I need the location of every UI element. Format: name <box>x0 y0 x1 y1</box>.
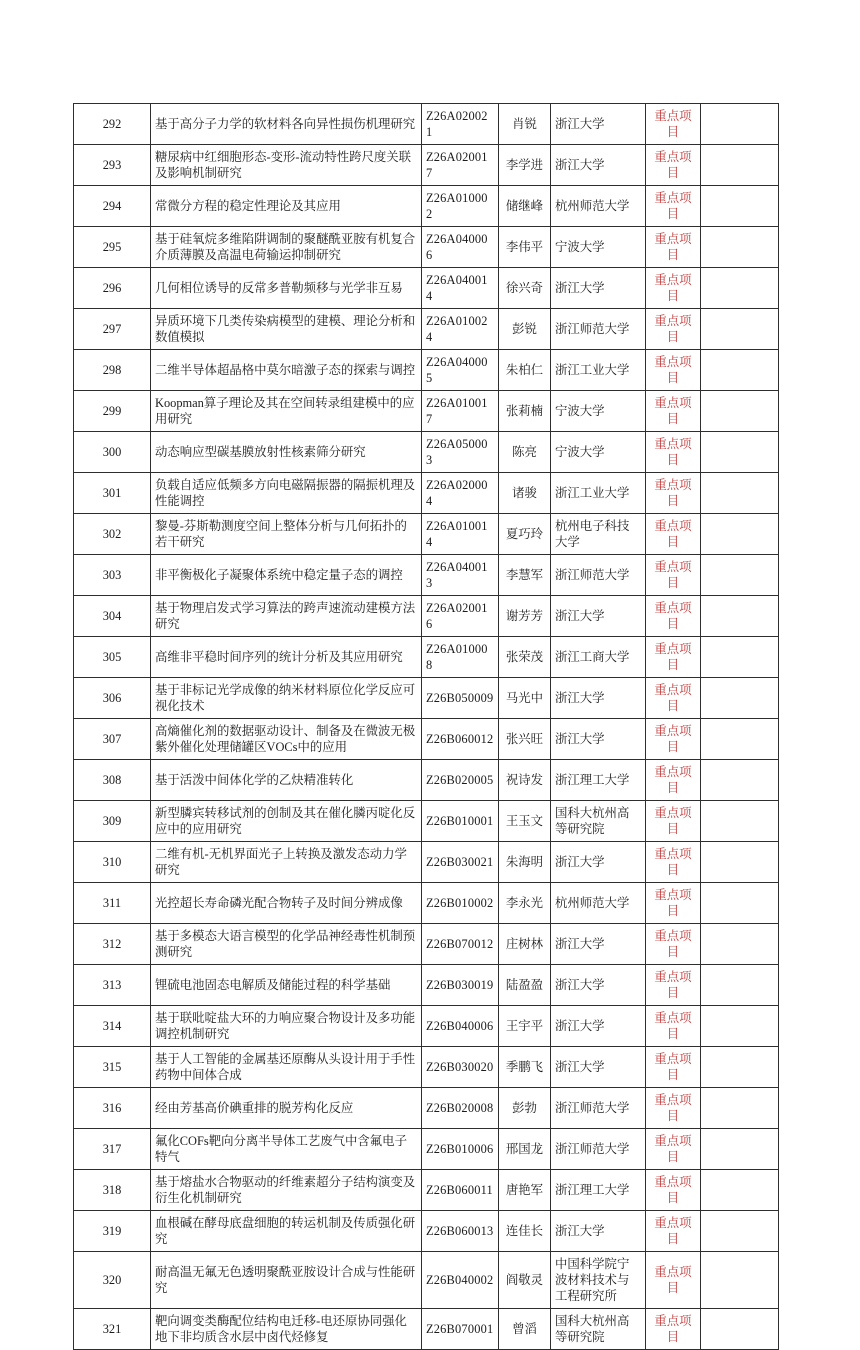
leader-name: 李学进 <box>499 145 551 186</box>
project-title: 锂硫电池固态电解质及储能过程的科学基础 <box>151 965 422 1006</box>
empty-cell <box>701 1006 779 1047</box>
project-title: 基于联吡啶盐大环的力响应聚合物设计及多功能调控机制研究 <box>151 1006 422 1047</box>
empty-cell <box>701 1088 779 1129</box>
project-code: Z26B040006 <box>422 1006 499 1047</box>
row-number: 312 <box>74 924 151 965</box>
empty-cell <box>701 678 779 719</box>
row-number: 300 <box>74 432 151 473</box>
project-code: Z26A010008 <box>422 637 499 678</box>
institution: 浙江师范大学 <box>551 309 646 350</box>
institution: 浙江大学 <box>551 1006 646 1047</box>
empty-cell <box>701 965 779 1006</box>
project-type-badge: 重点项目 <box>646 514 701 555</box>
project-code: Z26A010014 <box>422 514 499 555</box>
table-row <box>74 1088 779 1129</box>
empty-cell <box>701 514 779 555</box>
project-code: Z26B050009 <box>422 678 499 719</box>
empty-cell <box>701 555 779 596</box>
project-type-badge: 重点项目 <box>646 104 701 145</box>
project-code: Z26A020017 <box>422 145 499 186</box>
project-title: 氟化COFs靶向分离半导体工艺废气中含氟电子特气 <box>151 1129 422 1170</box>
leader-name: 陆盈盈 <box>499 965 551 1006</box>
project-title: 二维有机-无机界面光子上转换及激发态动力学研究 <box>151 842 422 883</box>
project-table-body <box>74 104 779 1350</box>
empty-cell <box>701 309 779 350</box>
project-table <box>73 103 779 1350</box>
row-number: 310 <box>74 842 151 883</box>
table-row <box>74 1006 779 1047</box>
empty-cell <box>701 719 779 760</box>
project-type-badge: 重点项目 <box>646 924 701 965</box>
project-type-badge: 重点项目 <box>646 1006 701 1047</box>
table-row <box>74 801 779 842</box>
project-type-badge: 重点项目 <box>646 1170 701 1211</box>
leader-name: 邢国龙 <box>499 1129 551 1170</box>
project-type-badge: 重点项目 <box>646 965 701 1006</box>
empty-cell <box>701 1252 779 1309</box>
project-type-badge: 重点项目 <box>646 842 701 883</box>
project-type-badge: 重点项目 <box>646 145 701 186</box>
empty-cell <box>701 104 779 145</box>
project-code: Z26B060011 <box>422 1170 499 1211</box>
row-number: 304 <box>74 596 151 637</box>
institution: 浙江理工大学 <box>551 760 646 801</box>
institution: 浙江师范大学 <box>551 1129 646 1170</box>
project-type-badge: 重点项目 <box>646 268 701 309</box>
empty-cell <box>701 924 779 965</box>
project-title: 基于物理启发式学习算法的跨声速流动建模方法研究 <box>151 596 422 637</box>
leader-name: 诸骏 <box>499 473 551 514</box>
project-code: Z26B030020 <box>422 1047 499 1088</box>
project-title: 非平衡极化子凝聚体系统中稳定量子态的调控 <box>151 555 422 596</box>
project-title: 耐高温无氟无色透明聚酰亚胺设计合成与性能研究 <box>151 1252 422 1309</box>
project-title: 基于人工智能的金属基还原酶从头设计用于手性药物中间体合成 <box>151 1047 422 1088</box>
empty-cell <box>701 432 779 473</box>
empty-cell <box>701 1309 779 1350</box>
project-type-badge: 重点项目 <box>646 391 701 432</box>
row-number: 305 <box>74 637 151 678</box>
project-title: 高熵催化剂的数据驱动设计、制备及在微波无极紫外催化处理储罐区VOCs中的应用 <box>151 719 422 760</box>
leader-name: 谢芳芳 <box>499 596 551 637</box>
project-code: Z26B010006 <box>422 1129 499 1170</box>
table-row <box>74 473 779 514</box>
project-code: Z26A020004 <box>422 473 499 514</box>
leader-name: 王玉文 <box>499 801 551 842</box>
empty-cell <box>701 1170 779 1211</box>
table-row <box>74 555 779 596</box>
empty-cell <box>701 1047 779 1088</box>
table-row <box>74 924 779 965</box>
institution: 国科大杭州高等研究院 <box>551 801 646 842</box>
project-type-badge: 重点项目 <box>646 719 701 760</box>
leader-name: 陈亮 <box>499 432 551 473</box>
project-title: 经由芳基高价碘重排的脱芳构化反应 <box>151 1088 422 1129</box>
table-row <box>74 145 779 186</box>
project-code: Z26A020016 <box>422 596 499 637</box>
empty-cell <box>701 391 779 432</box>
project-title: 基于多模态大语言模型的化学品神经毒性机制预测研究 <box>151 924 422 965</box>
table-row <box>74 1252 779 1309</box>
leader-name: 张莉楠 <box>499 391 551 432</box>
row-number: 320 <box>74 1252 151 1309</box>
institution: 浙江大学 <box>551 596 646 637</box>
row-number: 297 <box>74 309 151 350</box>
row-number: 321 <box>74 1309 151 1350</box>
institution: 浙江大学 <box>551 678 646 719</box>
leader-name: 马光中 <box>499 678 551 719</box>
project-title: 基于非标记光学成像的纳米材料原位化学反应可视化技术 <box>151 678 422 719</box>
leader-name: 李伟平 <box>499 227 551 268</box>
table-row <box>74 391 779 432</box>
leader-name: 徐兴奇 <box>499 268 551 309</box>
row-number: 308 <box>74 760 151 801</box>
table-row <box>74 1309 779 1350</box>
leader-name: 朱海明 <box>499 842 551 883</box>
table-row <box>74 637 779 678</box>
leader-name: 连佳长 <box>499 1211 551 1252</box>
project-title: 动态响应型碳基膜放射性核素筛分研究 <box>151 432 422 473</box>
project-title: 高维非平稳时间序列的统计分析及其应用研究 <box>151 637 422 678</box>
project-code: Z26B040002 <box>422 1252 499 1309</box>
row-number: 313 <box>74 965 151 1006</box>
leader-name: 彭锐 <box>499 309 551 350</box>
institution: 浙江大学 <box>551 924 646 965</box>
project-code: Z26B030021 <box>422 842 499 883</box>
project-type-badge: 重点项目 <box>646 678 701 719</box>
leader-name: 张兴旺 <box>499 719 551 760</box>
project-type-badge: 重点项目 <box>646 596 701 637</box>
table-row <box>74 1129 779 1170</box>
leader-name: 夏巧玲 <box>499 514 551 555</box>
row-number: 311 <box>74 883 151 924</box>
row-number: 302 <box>74 514 151 555</box>
leader-name: 王宇平 <box>499 1006 551 1047</box>
empty-cell <box>701 473 779 514</box>
empty-cell <box>701 596 779 637</box>
leader-name: 曾滔 <box>499 1309 551 1350</box>
project-type-badge: 重点项目 <box>646 186 701 227</box>
table-row <box>74 350 779 391</box>
row-number: 316 <box>74 1088 151 1129</box>
leader-name: 朱柏仁 <box>499 350 551 391</box>
empty-cell <box>701 268 779 309</box>
project-title: 负载自适应低频多方向电磁隔振器的隔振机理及性能调控 <box>151 473 422 514</box>
leader-name: 彭勃 <box>499 1088 551 1129</box>
institution: 浙江师范大学 <box>551 1088 646 1129</box>
project-code: Z26B030019 <box>422 965 499 1006</box>
row-number: 314 <box>74 1006 151 1047</box>
project-code: Z26B020008 <box>422 1088 499 1129</box>
institution: 浙江大学 <box>551 1047 646 1088</box>
row-number: 317 <box>74 1129 151 1170</box>
empty-cell <box>701 842 779 883</box>
project-type-badge: 重点项目 <box>646 350 701 391</box>
project-code: Z26B010001 <box>422 801 499 842</box>
project-code: Z26A040005 <box>422 350 499 391</box>
row-number: 293 <box>74 145 151 186</box>
row-number: 296 <box>74 268 151 309</box>
empty-cell <box>701 227 779 268</box>
project-title: 靶向调变类酶配位结构电迁移-电还原协同强化地下非均质含水层中卤代烃修复 <box>151 1309 422 1350</box>
project-code: Z26A040006 <box>422 227 499 268</box>
project-code: Z26A010017 <box>422 391 499 432</box>
institution: 浙江大学 <box>551 104 646 145</box>
project-type-badge: 重点项目 <box>646 883 701 924</box>
institution: 浙江工商大学 <box>551 637 646 678</box>
table-row <box>74 432 779 473</box>
project-code: Z26B020005 <box>422 760 499 801</box>
project-type-badge: 重点项目 <box>646 1088 701 1129</box>
row-number: 301 <box>74 473 151 514</box>
table-row <box>74 965 779 1006</box>
project-code: Z26B010002 <box>422 883 499 924</box>
project-title: 基于高分子力学的软材料各向异性损伤机理研究 <box>151 104 422 145</box>
row-number: 298 <box>74 350 151 391</box>
table-row <box>74 1211 779 1252</box>
project-title: 糖尿病中红细胞形态-变形-流动特性跨尺度关联及影响机制研究 <box>151 145 422 186</box>
institution: 杭州师范大学 <box>551 883 646 924</box>
institution: 浙江大学 <box>551 268 646 309</box>
project-code: Z26A050003 <box>422 432 499 473</box>
project-code: Z26B060012 <box>422 719 499 760</box>
project-type-badge: 重点项目 <box>646 555 701 596</box>
project-type-badge: 重点项目 <box>646 1309 701 1350</box>
empty-cell <box>701 1211 779 1252</box>
leader-name: 肖锐 <box>499 104 551 145</box>
leader-name: 季鹏飞 <box>499 1047 551 1088</box>
project-code: Z26B070012 <box>422 924 499 965</box>
table-row <box>74 719 779 760</box>
table-row <box>74 1047 779 1088</box>
project-code: Z26A010024 <box>422 309 499 350</box>
leader-name: 张荣茂 <box>499 637 551 678</box>
table-row <box>74 842 779 883</box>
project-title: 光控超长寿命磷光配合物转子及时间分辨成像 <box>151 883 422 924</box>
project-title: 常微分方程的稳定性理论及其应用 <box>151 186 422 227</box>
institution: 宁波大学 <box>551 432 646 473</box>
project-title: 二维半导体超晶格中莫尔暗激子态的探索与调控 <box>151 350 422 391</box>
institution: 浙江大学 <box>551 145 646 186</box>
table-row <box>74 268 779 309</box>
project-title: 黎曼-芬斯勒测度空间上整体分析与几何拓扑的若干研究 <box>151 514 422 555</box>
row-number: 303 <box>74 555 151 596</box>
project-type-badge: 重点项目 <box>646 473 701 514</box>
leader-name: 李永光 <box>499 883 551 924</box>
institution: 杭州电子科技大学 <box>551 514 646 555</box>
empty-cell <box>701 637 779 678</box>
empty-cell <box>701 883 779 924</box>
project-title: 血根碱在酵母底盘细胞的转运机制及传质强化研究 <box>151 1211 422 1252</box>
table-row <box>74 1170 779 1211</box>
empty-cell <box>701 350 779 391</box>
row-number: 309 <box>74 801 151 842</box>
empty-cell <box>701 145 779 186</box>
table-row <box>74 186 779 227</box>
table-row <box>74 104 779 145</box>
project-code: Z26B060013 <box>422 1211 499 1252</box>
row-number: 299 <box>74 391 151 432</box>
leader-name: 庄树林 <box>499 924 551 965</box>
empty-cell <box>701 186 779 227</box>
project-type-badge: 重点项目 <box>646 1129 701 1170</box>
project-title: 基于活泼中间体化学的乙炔精准转化 <box>151 760 422 801</box>
leader-name: 唐艳军 <box>499 1170 551 1211</box>
institution: 杭州师范大学 <box>551 186 646 227</box>
row-number: 306 <box>74 678 151 719</box>
project-code: Z26A040014 <box>422 268 499 309</box>
project-type-badge: 重点项目 <box>646 1252 701 1309</box>
row-number: 319 <box>74 1211 151 1252</box>
project-title: 几何相位诱导的反常多普勒频移与光学非互易 <box>151 268 422 309</box>
row-number: 307 <box>74 719 151 760</box>
project-title: 新型膦宾转移试剂的创制及其在催化膦丙啶化反应中的应用研究 <box>151 801 422 842</box>
project-code: Z26A040013 <box>422 555 499 596</box>
institution: 中国科学院宁波材料技术与工程研究所 <box>551 1252 646 1309</box>
leader-name: 储继峰 <box>499 186 551 227</box>
project-code: Z26B070001 <box>422 1309 499 1350</box>
table-row <box>74 227 779 268</box>
institution: 浙江师范大学 <box>551 555 646 596</box>
project-type-badge: 重点项目 <box>646 637 701 678</box>
table-row <box>74 883 779 924</box>
institution: 国科大杭州高等研究院 <box>551 1309 646 1350</box>
institution: 浙江理工大学 <box>551 1170 646 1211</box>
project-type-badge: 重点项目 <box>646 309 701 350</box>
row-number: 294 <box>74 186 151 227</box>
institution: 浙江大学 <box>551 1211 646 1252</box>
leader-name: 阎敬灵 <box>499 1252 551 1309</box>
institution: 浙江大学 <box>551 842 646 883</box>
row-number: 315 <box>74 1047 151 1088</box>
project-type-badge: 重点项目 <box>646 1047 701 1088</box>
leader-name: 李慧军 <box>499 555 551 596</box>
table-row <box>74 596 779 637</box>
project-type-badge: 重点项目 <box>646 760 701 801</box>
project-code: Z26A010002 <box>422 186 499 227</box>
row-number: 318 <box>74 1170 151 1211</box>
empty-cell <box>701 801 779 842</box>
project-title: 异质环境下几类传染病模型的建模、理论分析和数值模拟 <box>151 309 422 350</box>
project-type-badge: 重点项目 <box>646 1211 701 1252</box>
project-type-badge: 重点项目 <box>646 432 701 473</box>
institution: 浙江工业大学 <box>551 473 646 514</box>
institution: 浙江大学 <box>551 965 646 1006</box>
project-code: Z26A020021 <box>422 104 499 145</box>
project-title: Koopman算子理论及其在空间转录组建模中的应用研究 <box>151 391 422 432</box>
institution: 浙江工业大学 <box>551 350 646 391</box>
leader-name: 祝诗发 <box>499 760 551 801</box>
institution: 浙江大学 <box>551 719 646 760</box>
project-title: 基于硅氧烷多维陷阱调制的聚醚酰亚胺有机复合介质薄膜及高温电荷输运抑制研究 <box>151 227 422 268</box>
project-type-badge: 重点项目 <box>646 801 701 842</box>
empty-cell <box>701 760 779 801</box>
row-number: 295 <box>74 227 151 268</box>
table-row <box>74 678 779 719</box>
row-number: 292 <box>74 104 151 145</box>
table-row <box>74 514 779 555</box>
institution: 宁波大学 <box>551 391 646 432</box>
project-type-badge: 重点项目 <box>646 227 701 268</box>
project-title: 基于熔盐水合物驱动的纤维素超分子结构演变及衍生化机制研究 <box>151 1170 422 1211</box>
institution: 宁波大学 <box>551 227 646 268</box>
table-row <box>74 309 779 350</box>
empty-cell <box>701 1129 779 1170</box>
table-row <box>74 760 779 801</box>
